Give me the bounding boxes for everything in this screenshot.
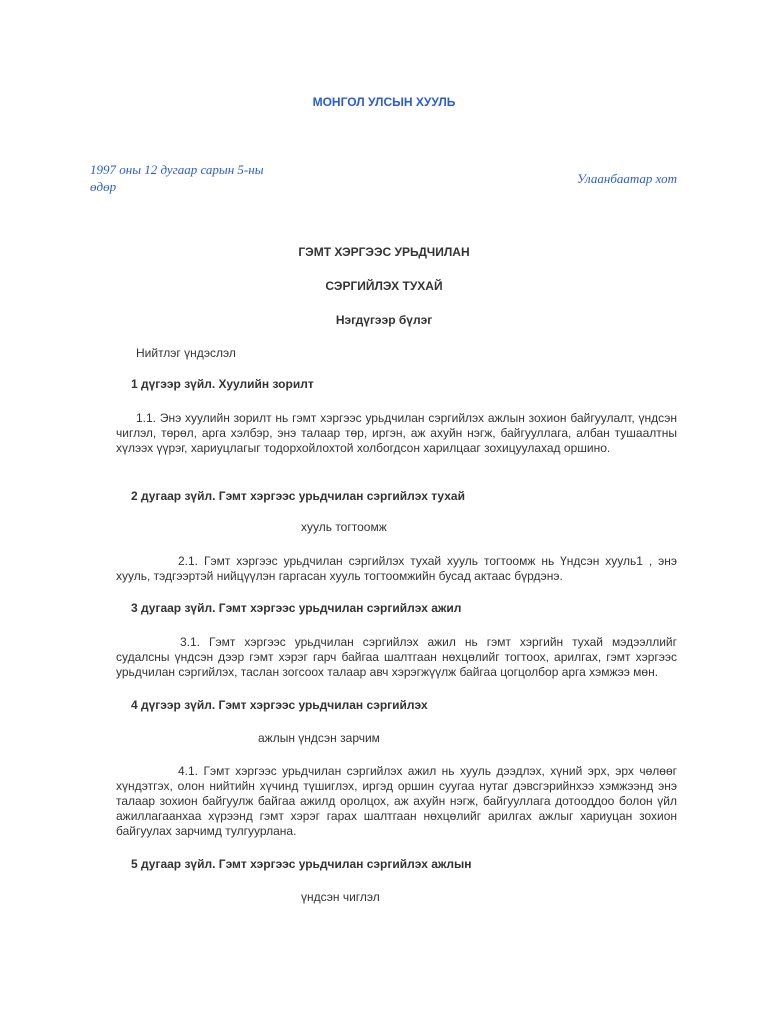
adoption-date: 1997 оны 12 дугаар сарын 5-ны өдөр <box>90 162 264 194</box>
article3-text: 3.1. Гэмт хэргээс урьдчилан сэргийлэх ажил нь гэмт хэргийн тухай мэдээллийг судалсны үндсэн дээр гэмт хэрэг гарч байгаа шалтгаан нөхцөлийг тогтоох, арилгах, гэмт хэргээс урьдчилан сэргийлэх, таслан зогсоох талаар авч хэрэгжүүлж байгаа цогцолбор арга хэмжээ мөн. <box>116 635 677 679</box>
law-name-line2: СЭРГИЙЛЭХ ТУХАЙ <box>325 279 443 293</box>
adoption-place: Улаанбаатар хот <box>576 171 677 186</box>
article1-text: 1.1. Энэ хуулийн зорилт нь гэмт хэргээс урьдчилан сэргийлэх ажлын зохион байгуулалт, үндсэн чиглэл, төрөл, арга хэлбэр, энэ талаар төр, иргэн, аж ахуйн нэгж, байгууллага, албан тушаалтны хүлээх үүрэг, хариуцлагыг тодорхойлохтой холбогдсон харилцааг зохицуулахад оршино. <box>116 411 677 455</box>
article2-heading: 2 дугаар зүйл. Гэмт хэргээс урьдчилан сэргийлэх тухай <box>131 489 465 503</box>
article5-heading-cont: үндсэн чиглэл <box>301 890 380 904</box>
article5-heading: 5 дугаар зүйл. Гэмт хэргээс урьдчилан сэргийлэх ажлын <box>131 857 472 871</box>
article3-heading: 3 дугаар зүйл. Гэмт хэргээс урьдчилан сэргийлэх ажил <box>131 601 462 615</box>
article2-text: 2.1. Гэмт хэргээс урьдчилан сэргийлэх тухай хууль тогтоомж нь Үндсэн хууль1 , энэ хууль, тэдгээртэй нийцүүлэн гаргасан хууль тогтоомжийн бусад актаас бүрдэнэ. <box>116 554 677 583</box>
chapter-name: Нийтлэг үндэслэл <box>136 346 236 360</box>
law-title: МОНГОЛ УЛСЫН ХУУЛЬ <box>312 95 456 109</box>
chapter-heading: Нэгдүгээр бүлэг <box>335 313 433 327</box>
law-name-line1: ГЭМТ ХЭРГЭЭС УРЬДЧИЛАН <box>298 245 470 259</box>
article4-heading-cont: ажлын үндсэн зарчим <box>258 731 380 745</box>
article1-heading: 1 дүгээр зүйл. Хуулийн зорилт <box>131 377 314 391</box>
article4-heading: 4 дүгээр зүйл. Гэмт хэргээс урьдчилан сэргийлэх <box>131 698 428 712</box>
article4-text: 4.1. Гэмт хэргээс урьдчилан сэргийлэх ажил нь хууль дээдлэх, хүний эрх, эрх чөлөөг хүндэтгэх, олон нийтийн хүчинд түшиглэх, иргэд оршин суугаа нутаг дэвсгэрийнхээ хэмжээнд энэ талаар зохион байгуулж байгаа ажилд оролцох, аж ахуйн нэгж, байгууллага дотооддоо болон үйл ажиллагаанхаа хүрээнд гэмт хэрэг гарах шалтгаан нөхцөлийг арилгах ажлыг хариуцан зохион байгуулах зарчимд тулгуурлана. <box>116 764 677 838</box>
article2-heading-cont: хууль тогтоомж <box>301 520 387 534</box>
